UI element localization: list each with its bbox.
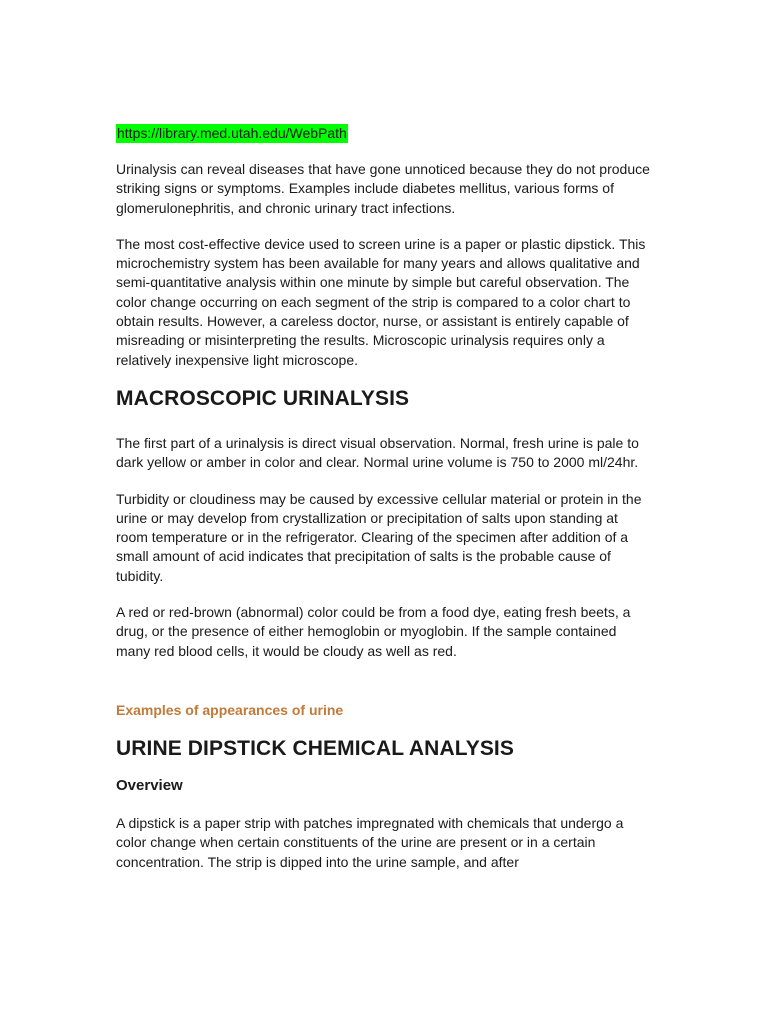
overview-subheading: Overview [116,776,183,794]
examples-link[interactable]: Examples of appearances of urine [116,701,344,718]
intro-paragraph-2: The most cost-effective device used to screen urine is a paper or plastic dipstick. This microchemistry system has been available for many years and allows qualitative and semi-quantitative analysis within one minute by simple but careful observation. The color change occurring on each segment of the strip is compared to a color chart to obtain results. However, a careless doctor, nurse, or assistant is entirely capable of misreading or misinterpreting the results. Microscopic urinalysis requires only a relatively inexpensive light microscope. [116,235,646,368]
macroscopic-paragraph-1: The first part of a urinalysis is direct visual observation. Normal, fresh urine is pale to dark yellow or amber in color and clear. Normal urine volume is 750 to 2000 ml/24hr. [116,434,639,471]
intro-paragraph-1: Urinalysis can reveal diseases that have gone unnoticed because they do not produce striking signs or symptoms. Examples include diabetes mellitus, various forms of glomerulonephritis, and chronic urinary tract infections. [116,161,650,216]
macroscopic-paragraph-2: Turbidity or cloudiness may be caused by excessive cellular material or protein in the urine or may develop from crystallization or precipitation of salts upon standing at room temperature or in the refrigerator. Clearing of the specimen after addition of a small amount of acid indicates that precipitation of salts is the probable cause of tubidity. [116,490,642,584]
macroscopic-paragraph-3: A red or red-brown (abnormal) color could be from a food dye, eating fresh beets, a drug, or the presence of either hemoglobin or myoglobin. If the sample contained many red blood cells, it would be cloudy as well as red. [116,604,631,659]
macroscopic-heading: MACROSCOPIC URINALYSIS [116,386,410,410]
dipstick-heading: URINE DIPSTICK CHEMICAL ANALYSIS [116,736,514,760]
document-page [116,124,652,872]
dipstick-paragraph-1: A dipstick is a paper strip with patches impregnated with chemicals that undergo a color change when certain constituents of the urine are present or in a certain concentration. The strip is dipped into the urine sample, and after [116,814,624,870]
source-link[interactable]: https://library.med.utah.edu/WebPath [117,125,347,141]
